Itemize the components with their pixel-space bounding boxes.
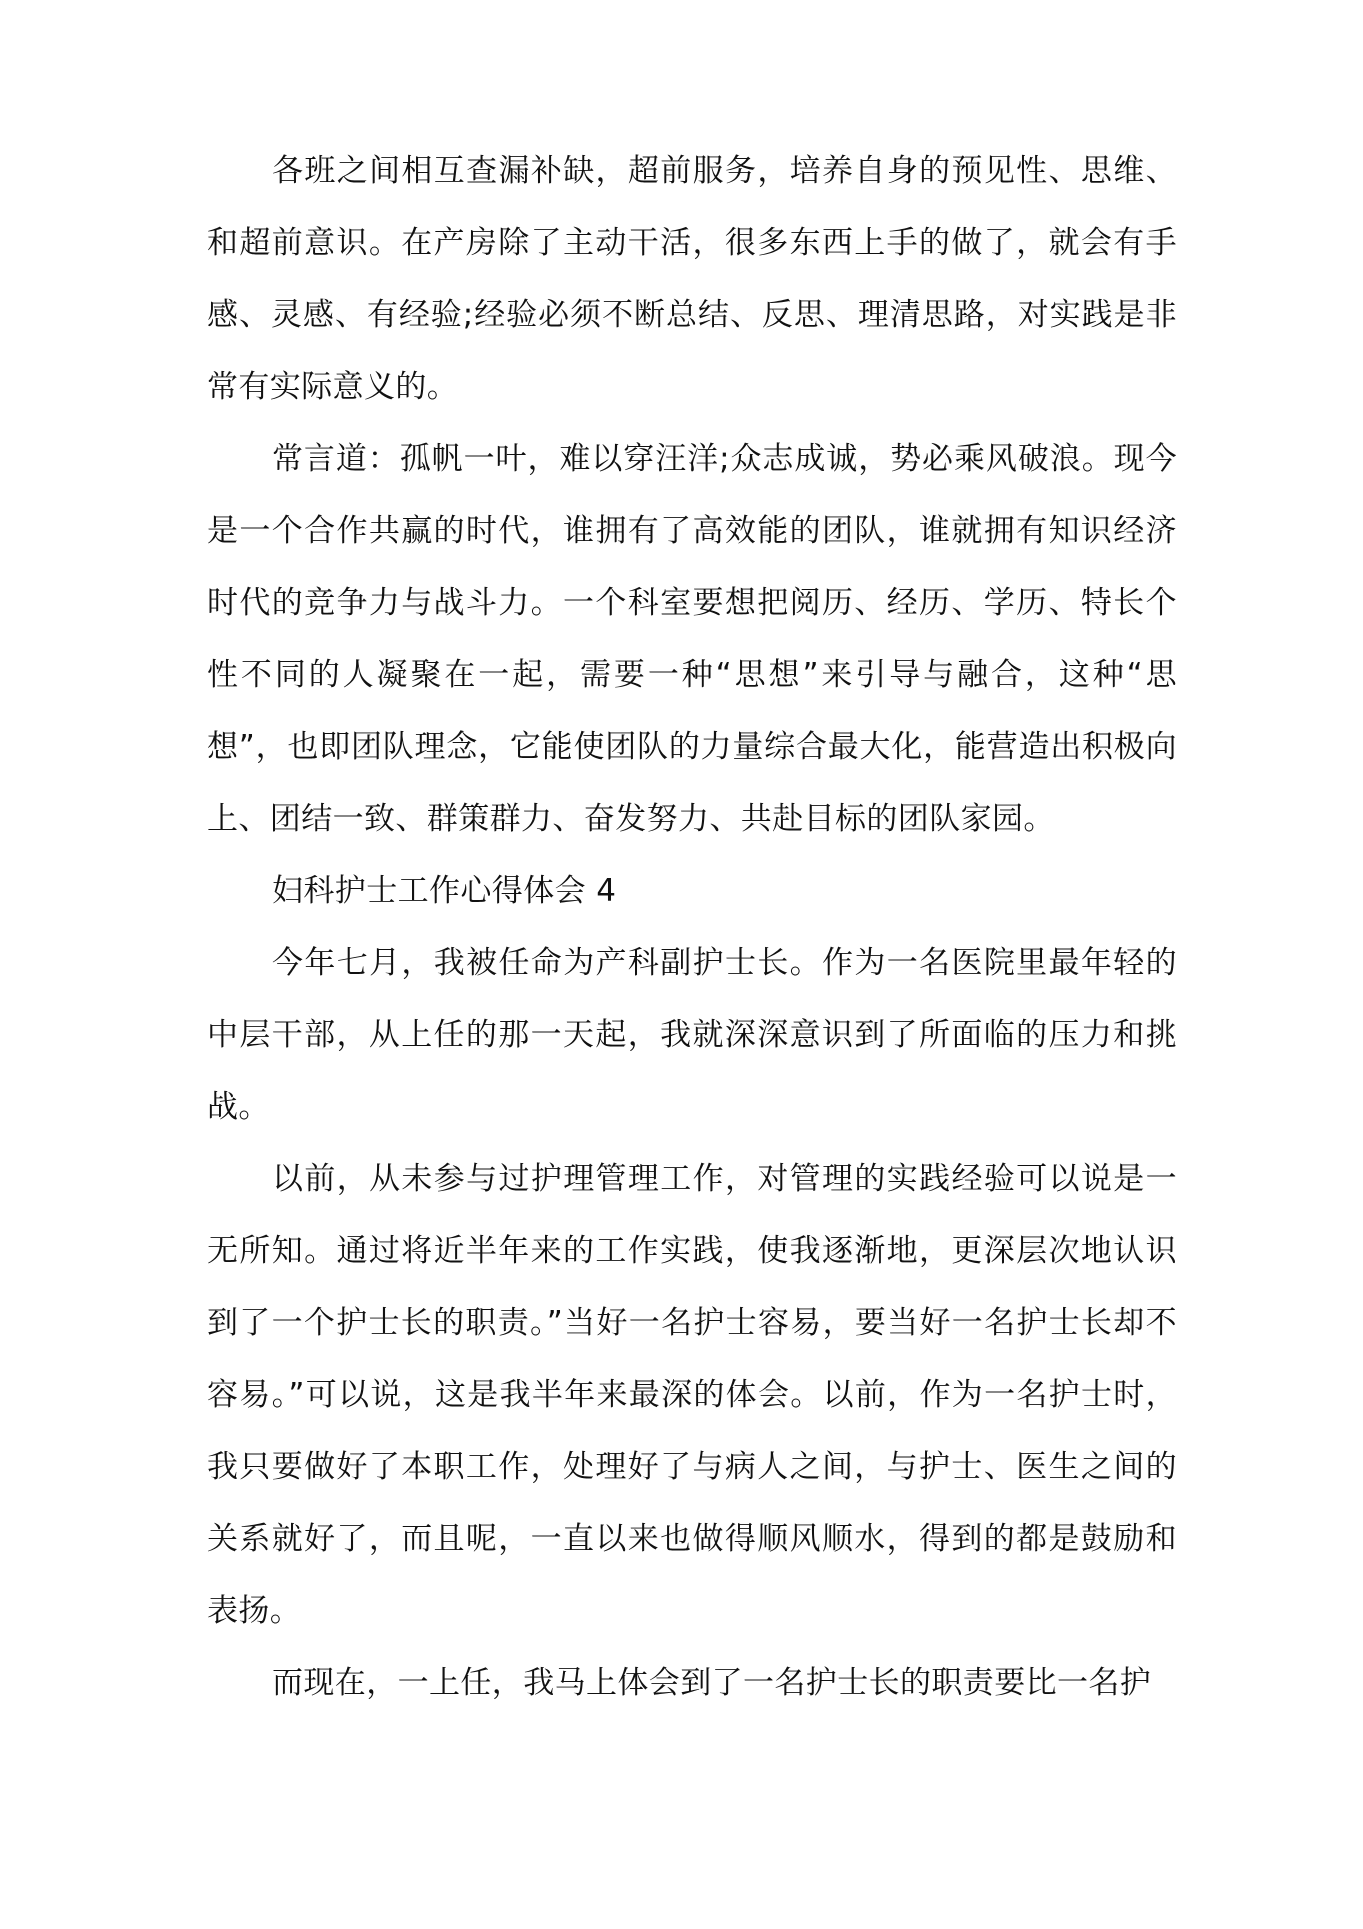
document-body	[207, 135, 1177, 1719]
section-heading: 妇科护士工作心得体会 4	[272, 873, 617, 909]
paragraph-1: 各班之间相互查漏补缺，超前服务，培养自身的预见性、思维、和超前意识。在产房除了主动干活，很多东西上手的做了，就会有手感、灵感、有经验;经验必须不断总结、反思、理清思路，对实践是非常有实际意义的。	[207, 153, 1177, 405]
paragraph-5: 而现在，一上任，我马上体会到了一名护士长的职责要比一名护	[272, 1665, 1152, 1701]
paragraph-4: 以前，从未参与过护理管理工作，对管理的实践经验可以说是一无所知。通过将近半年来的工作实践，使我逐渐地，更深层次地认识到了一个护士长的职责。”当好一名护士容易，要当好一名护士长却不容易。”可以说，这是我半年来最深的体会。以前，作为一名护士时，我只要做好了本职工作，处理好了与病人之间，与护士、医生之间的关系就好了，而且呢，一直以来也做得顺风顺水，得到的都是鼓励和表扬。	[207, 1161, 1177, 1629]
paragraph-3: 今年七月，我被任命为产科副护士长。作为一名医院里最年轻的中层干部，从上任的那一天起，我就深深意识到了所面临的压力和挑战。	[207, 945, 1177, 1125]
paragraph-2: 常言道：孤帆一叶，难以穿汪洋;众志成诚，势必乘风破浪。现今是一个合作共赢的时代，谁拥有了高效能的团队，谁就拥有知识经济时代的竞争力与战斗力。一个科室要想把阅历、经历、学历、特长个性不同的人凝聚在一起，需要一种“思想”来引导与融合，这种“思想”，也即团队理念，它能使团队的力量综合最大化，能营造出积极向上、团结一致、群策群力、奋发努力、共赴目标的团队家园。	[207, 441, 1177, 837]
